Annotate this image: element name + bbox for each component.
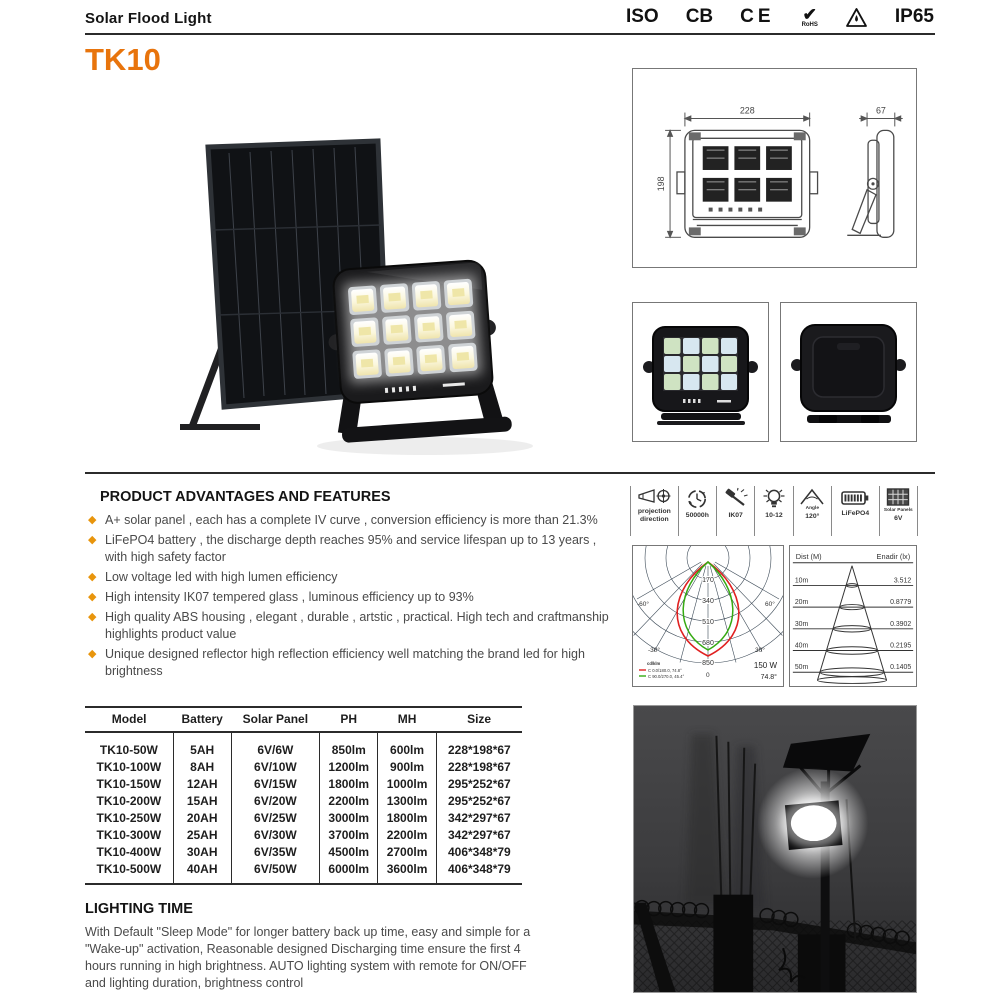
ce-mark-icon: CE <box>740 6 775 27</box>
list-item: ◆ LiFePO4 battery , the discharge depth reaches 95% and service lifespan up to 13 years , with high safety factor <box>88 533 597 564</box>
floodlight-front-photo <box>633 303 768 441</box>
warning-triangle-icon <box>845 7 868 28</box>
icon-label: 120° <box>805 512 820 520</box>
svg-text:3.512: 3.512 <box>893 577 912 585</box>
section-divider <box>85 472 935 474</box>
lighting-time-heading: LIGHTING TIME <box>85 901 193 917</box>
beam-angle-label: 74.8° <box>760 674 777 681</box>
bullet-diamond-icon: ◆ <box>88 514 97 526</box>
lifespan-clock-icon <box>685 487 709 511</box>
table-row: TK10-200W 15AH 6V/20W 2200lm 1300lm 295*252*67 <box>85 793 522 810</box>
col-header-mh: MH <box>378 707 436 732</box>
svg-text:170: 170 <box>702 577 714 584</box>
list-item: ◆ High quality ABS housing , elegant , durable , artstic , practical. High tech and craftmanship highlights product value <box>88 610 609 641</box>
polar-distribution-chart-box <box>632 545 784 687</box>
iso-mark: ISO <box>625 6 659 27</box>
svg-text:C 90.0/270.0, 45.4°: C 90.0/270.0, 45.4° <box>648 674 685 679</box>
solar-panel-icon <box>885 487 911 508</box>
table-row: TK10-100W 8AH 6V/10W 1200lm 900lm 228*198*67 <box>85 759 522 776</box>
bullet-diamond-icon: ◆ <box>88 534 97 546</box>
col-header-ph: PH <box>320 707 378 732</box>
svg-text:cd/klm: cd/klm <box>647 661 661 666</box>
svg-text:20m: 20m <box>794 599 809 607</box>
table-row: TK10-500W 40AH 6V/50W 6000lm 3600lm 406*348*79 <box>85 861 522 884</box>
icon-cell-solar <box>879 486 917 536</box>
svg-text:0: 0 <box>706 672 710 679</box>
lighting-time-text: With Default "Sleep Mode" for longer battery back up time, easy and simple for a "Wake-up" activation, Reasonable designed Discharging time ensure the first 4 hours running in high brightness. AUTO lighting system with remote for ON/OFF and lighting duration, brightness control <box>85 925 531 990</box>
header-rule <box>85 33 935 35</box>
icon-sublabel: Angle <box>805 506 819 511</box>
table-row: TK10-250W 20AH 6V/25W 3000lm 1800lm 342*297*67 <box>85 810 522 827</box>
col-header-battery: Battery <box>173 707 231 732</box>
col-header-size: Size <box>436 707 522 732</box>
bullet-diamond-icon: ◆ <box>88 648 97 660</box>
floodlight-back-photo-box <box>780 302 917 442</box>
col-header-solar-panel: Solar Panel <box>231 707 320 732</box>
table-row: TK10-50W 5AH 6V/6W 850lm 600lm 228*198*67 <box>85 732 522 759</box>
list-item: ◆ High intensity IK07 tempered glass , luminous efficiency up to 93% <box>88 590 474 604</box>
icon-label: 10-12 <box>765 512 783 519</box>
floodlight-front-photo-box <box>632 302 769 442</box>
features-list <box>88 512 616 683</box>
icon-cell-battery <box>831 486 879 536</box>
icon-label: 50000h <box>685 512 709 519</box>
bullet-diamond-icon: ◆ <box>88 591 97 603</box>
svg-text:-30°: -30° <box>648 647 660 654</box>
svg-text:0.3902: 0.3902 <box>890 620 912 628</box>
list-item: ◆ Low voltage led with high lumen efficiency <box>88 570 338 584</box>
polar-distribution-chart <box>633 546 783 686</box>
rohs-check-icon: ✔ <box>802 5 817 24</box>
icon-label: projection direction <box>637 508 671 523</box>
product-photo <box>140 95 560 465</box>
icon-sublabel: Solar Panels <box>883 508 913 513</box>
table-header-row <box>85 707 522 732</box>
icon-cell-projection <box>630 486 678 536</box>
list-item: ◆ A+ solar panel , each has a complete IV curve , conversion efficiency is more than 21.3% <box>88 513 598 527</box>
polar-legend <box>639 661 684 679</box>
svg-text:60°: 60° <box>765 601 775 608</box>
spec-icon-strip <box>630 486 918 536</box>
model-name-title: TK10 <box>85 42 161 77</box>
list-item: ◆ Unique designed reflector high reflection efficiency well matching the brand led for high brightness <box>88 647 585 678</box>
icon-cell-lifespan <box>678 486 716 536</box>
icon-cell-angle <box>793 486 831 536</box>
icon-cell-impact <box>716 486 754 536</box>
enadir-col-header: Enadir (lx) <box>876 551 911 561</box>
table-row: TK10-300W 25AH 6V/30W 3700lm 2200lm 342*297*67 <box>85 827 522 844</box>
night-application-photo <box>634 706 916 992</box>
svg-text:10m: 10m <box>794 577 809 585</box>
certification-strip <box>626 6 934 28</box>
svg-text:0.2195: 0.2195 <box>890 642 912 650</box>
dim-width-label: 228 <box>739 105 755 116</box>
rohs-icon: ✔ RoHS <box>801 5 818 28</box>
table-row: TK10-150W 12AH 6V/15W 1800lm 1000lm 295*252*67 <box>85 776 522 793</box>
page-title: Solar Flood Light <box>85 10 212 27</box>
dimension-drawing <box>633 69 916 267</box>
cb-mark: CB <box>685 6 714 27</box>
svg-text:850: 850 <box>702 660 714 667</box>
svg-text:30m: 30m <box>794 620 809 628</box>
dimension-drawing-box <box>632 68 917 268</box>
svg-text:30°: 30° <box>755 647 765 654</box>
spec-table <box>85 706 522 885</box>
bulb-icon <box>761 487 787 511</box>
battery-icon <box>840 487 870 509</box>
svg-text:510: 510 <box>702 619 714 626</box>
bullet-diamond-icon: ◆ <box>88 611 97 623</box>
floodlight-back-photo <box>781 303 916 441</box>
impact-hammer-icon <box>723 487 749 511</box>
dim-height-label: 198 <box>656 176 667 192</box>
svg-text:340: 340 <box>702 598 714 605</box>
icon-label: 6V <box>894 514 903 522</box>
power-label: 150 W <box>753 661 777 670</box>
distance-illuminance-box <box>789 545 917 687</box>
svg-text:-60°: -60° <box>637 601 649 608</box>
svg-text:0.8779: 0.8779 <box>890 599 912 607</box>
svg-text:C 0.0/180.0, 74.8°: C 0.0/180.0, 74.8° <box>648 668 682 673</box>
col-header-model: Model <box>85 707 173 732</box>
svg-text:680: 680 <box>702 640 714 647</box>
features-heading: PRODUCT ADVANTAGES AND FEATURES <box>100 489 391 505</box>
icon-label: LiFePO4 <box>841 510 870 517</box>
dim-depth-label: 67 <box>875 105 886 116</box>
night-photo-box <box>633 705 917 993</box>
svg-text:40m: 40m <box>794 642 809 650</box>
svg-text:50m: 50m <box>794 664 809 672</box>
ip65-mark: IP65 <box>894 6 934 27</box>
icon-cell-bulb <box>754 486 792 536</box>
svg-text:0.1405: 0.1405 <box>890 664 912 672</box>
bullet-diamond-icon: ◆ <box>88 571 97 583</box>
dist-col-header: Dist (M) <box>795 551 822 561</box>
icon-label: IK07 <box>728 512 743 519</box>
table-row: TK10-400W 30AH 6V/35W 4500lm 2700lm 406*348*79 <box>85 844 522 861</box>
projection-direction-icon <box>637 487 671 507</box>
beam-angle-icon <box>798 487 826 506</box>
distance-illuminance-diagram <box>790 546 916 686</box>
